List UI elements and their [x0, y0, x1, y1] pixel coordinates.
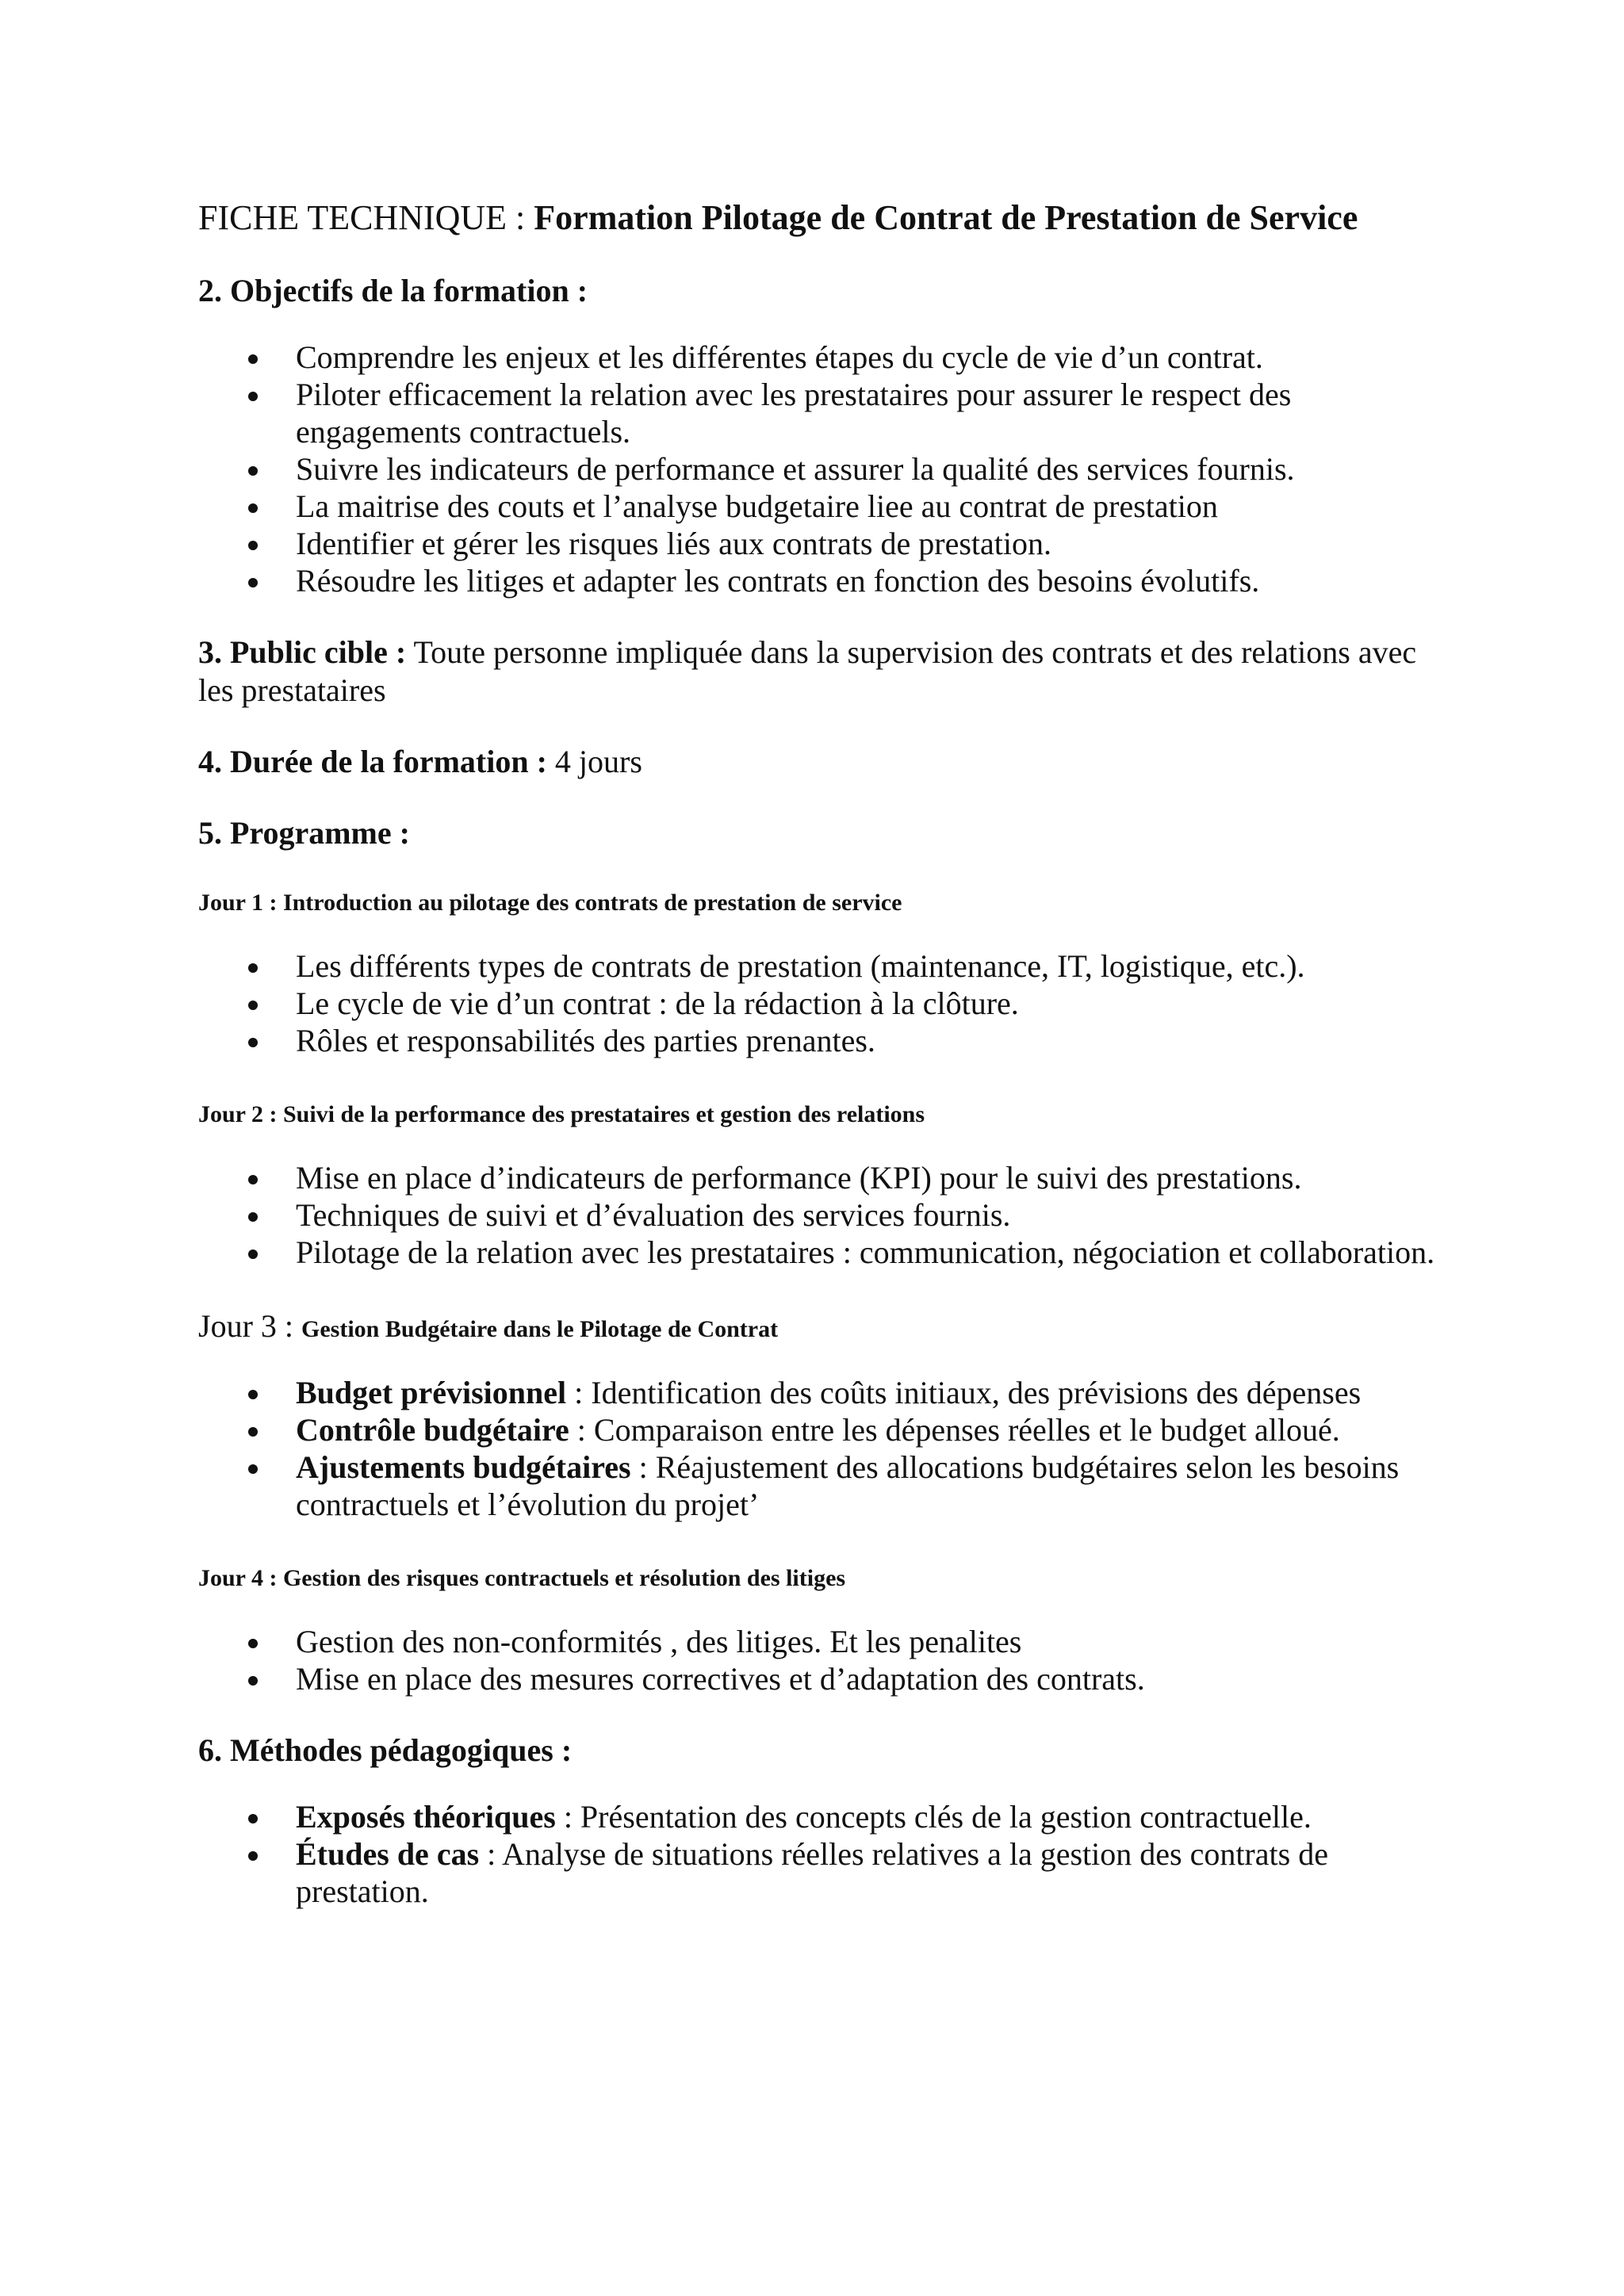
- list-item: [198, 562, 1438, 599]
- list-item-lead: Études de cas: [296, 1836, 480, 1872]
- list-item-text: La maitrise des couts et l’analyse budgetaire liee au contrat de prestation: [296, 488, 1218, 524]
- public-cible-text: Toute personne impliquée dans la supervision des contrats et des relations avec les prestataires: [198, 634, 1417, 708]
- methodes-list: [198, 1798, 1435, 1910]
- list-item: [198, 450, 1438, 488]
- duree-text: 4 jours: [546, 744, 642, 779]
- jour3-heading: [198, 1308, 1435, 1345]
- bullet-icon: [248, 503, 258, 513]
- list-item-text: Pilotage de la relation avec les prestataires : communication, négociation et collaboration.: [296, 1234, 1435, 1270]
- list-item-text: Gestion des non-conformités , des litiges. Et les penalites: [296, 1624, 1022, 1659]
- document-title-lead: FICHE TECHNIQUE :: [198, 198, 526, 237]
- bullet-icon: [248, 1464, 258, 1474]
- list-item-lead: Exposés théoriques: [296, 1799, 556, 1835]
- bullet-icon: [248, 963, 258, 973]
- objectifs-heading: 2. Objectifs de la formation :: [198, 273, 588, 308]
- list-item: [198, 1411, 1438, 1448]
- objectifs-list: [198, 339, 1435, 599]
- list-item-text: Résoudre les litiges et adapter les contrats en fonction des besoins évolutifs.: [296, 563, 1260, 599]
- bullet-icon: [248, 1038, 258, 1047]
- jour2-heading: Jour 2 : Suivi de la performance des prestataires et gestion des relations: [198, 1101, 925, 1127]
- list-item: [198, 1234, 1438, 1271]
- document-title-rest: Formation Pilotage de Contrat de Prestation de Service: [525, 198, 1358, 237]
- list-item: [198, 488, 1438, 525]
- bullet-icon: [248, 466, 258, 476]
- list-item-lead: Contrôle budgétaire: [296, 1412, 569, 1448]
- duree-label: 4. Durée de la formation :: [198, 744, 547, 779]
- list-item-text: Techniques de suivi et d’évaluation des services fournis.: [296, 1197, 1011, 1233]
- programme-heading: 5. Programme :: [198, 815, 410, 851]
- document-page: [198, 197, 1435, 1910]
- public-cible-label: 3. Public cible :: [198, 634, 407, 670]
- bullet-icon: [248, 1390, 258, 1399]
- list-item-text: : Analyse de situations réelles relatives a la gestion des contrats de prestation.: [296, 1836, 1328, 1909]
- list-item: [198, 1022, 1438, 1059]
- list-item: [198, 1448, 1438, 1523]
- list-item-text: Piloter efficacement la relation avec les prestataires pour assurer le respect des engagements contractuels.: [296, 377, 1292, 450]
- list-item-text: Mise en place d’indicateurs de performance (KPI) pour le suivi des prestations.: [296, 1160, 1302, 1196]
- list-item: [198, 1835, 1438, 1910]
- list-item-text: Identifier et gérer les risques liés aux contrats de prestation.: [296, 526, 1051, 561]
- list-item-text: Comprendre les enjeux et les différentes étapes du cycle de vie d’un contrat.: [296, 339, 1263, 375]
- jour4-heading: Jour 4 : Gestion des risques contractuels et résolution des litiges: [198, 1565, 846, 1591]
- bullet-icon: [248, 1676, 258, 1686]
- list-item: [198, 525, 1438, 562]
- list-item: [198, 947, 1438, 985]
- bullet-icon: [248, 354, 258, 364]
- list-item-text: Rôles et responsabilités des parties prenantes.: [296, 1023, 875, 1058]
- list-item-text: Suivre les indicateurs de performance et assurer la qualité des services fournis.: [296, 451, 1295, 487]
- jour1-heading: Jour 1 : Introduction au pilotage des contrats de prestation de service: [198, 890, 902, 916]
- bullet-icon: [248, 1001, 258, 1010]
- public-cible: [198, 633, 1435, 710]
- list-item: [198, 1159, 1438, 1196]
- bullet-icon: [248, 1851, 258, 1861]
- jour3-prefix: Jour 3 :: [198, 1308, 301, 1344]
- bullet-icon: [248, 1427, 258, 1437]
- bullet-icon: [248, 1639, 258, 1648]
- bullet-icon: [248, 578, 258, 587]
- jour1-list: [198, 947, 1435, 1059]
- list-item-text: : Présentation des concepts clés de la gestion contractuelle.: [555, 1799, 1312, 1835]
- jour3-list: [198, 1374, 1435, 1523]
- list-item-text: Le cycle de vie d’un contrat : de la rédaction à la clôture.: [296, 985, 1019, 1021]
- list-item: [198, 1660, 1438, 1697]
- list-item-lead: Budget prévisionnel: [296, 1375, 567, 1410]
- document-title: [198, 197, 1372, 239]
- list-item: [198, 985, 1438, 1022]
- list-item: [198, 376, 1438, 450]
- duree-formation: [198, 743, 1435, 781]
- list-item-text: : Réajustement des allocations budgétaires selon les besoins contractuels et l’évolution du projet’: [296, 1449, 1400, 1522]
- jour3-title: Gestion Budgétaire dans le Pilotage de Contrat: [301, 1316, 779, 1342]
- list-item-lead: Ajustements budgétaires: [296, 1449, 631, 1485]
- bullet-icon: [248, 1814, 258, 1823]
- list-item-text: : Comparaison entre les dépenses réelles et le budget alloué.: [569, 1412, 1340, 1448]
- list-item: [198, 339, 1438, 376]
- jour4-list: [198, 1623, 1435, 1697]
- list-item: [198, 1798, 1438, 1835]
- bullet-icon: [248, 1249, 258, 1259]
- jour2-list: [198, 1159, 1435, 1271]
- bullet-icon: [248, 1212, 258, 1222]
- list-item: [198, 1196, 1438, 1234]
- bullet-icon: [248, 541, 258, 550]
- list-item: [198, 1623, 1438, 1660]
- list-item-text: : Identification des coûts initiaux, des prévisions des dépenses: [566, 1375, 1362, 1410]
- list-item-text: Mise en place des mesures correctives et d’adaptation des contrats.: [296, 1661, 1145, 1697]
- methodes-heading: 6. Méthodes pédagogiques :: [198, 1732, 573, 1768]
- list-item: [198, 1374, 1438, 1411]
- bullet-icon: [248, 392, 258, 401]
- bullet-icon: [248, 1175, 258, 1184]
- list-item-text: Les différents types de contrats de prestation (maintenance, IT, logistique, etc.).: [296, 948, 1305, 984]
